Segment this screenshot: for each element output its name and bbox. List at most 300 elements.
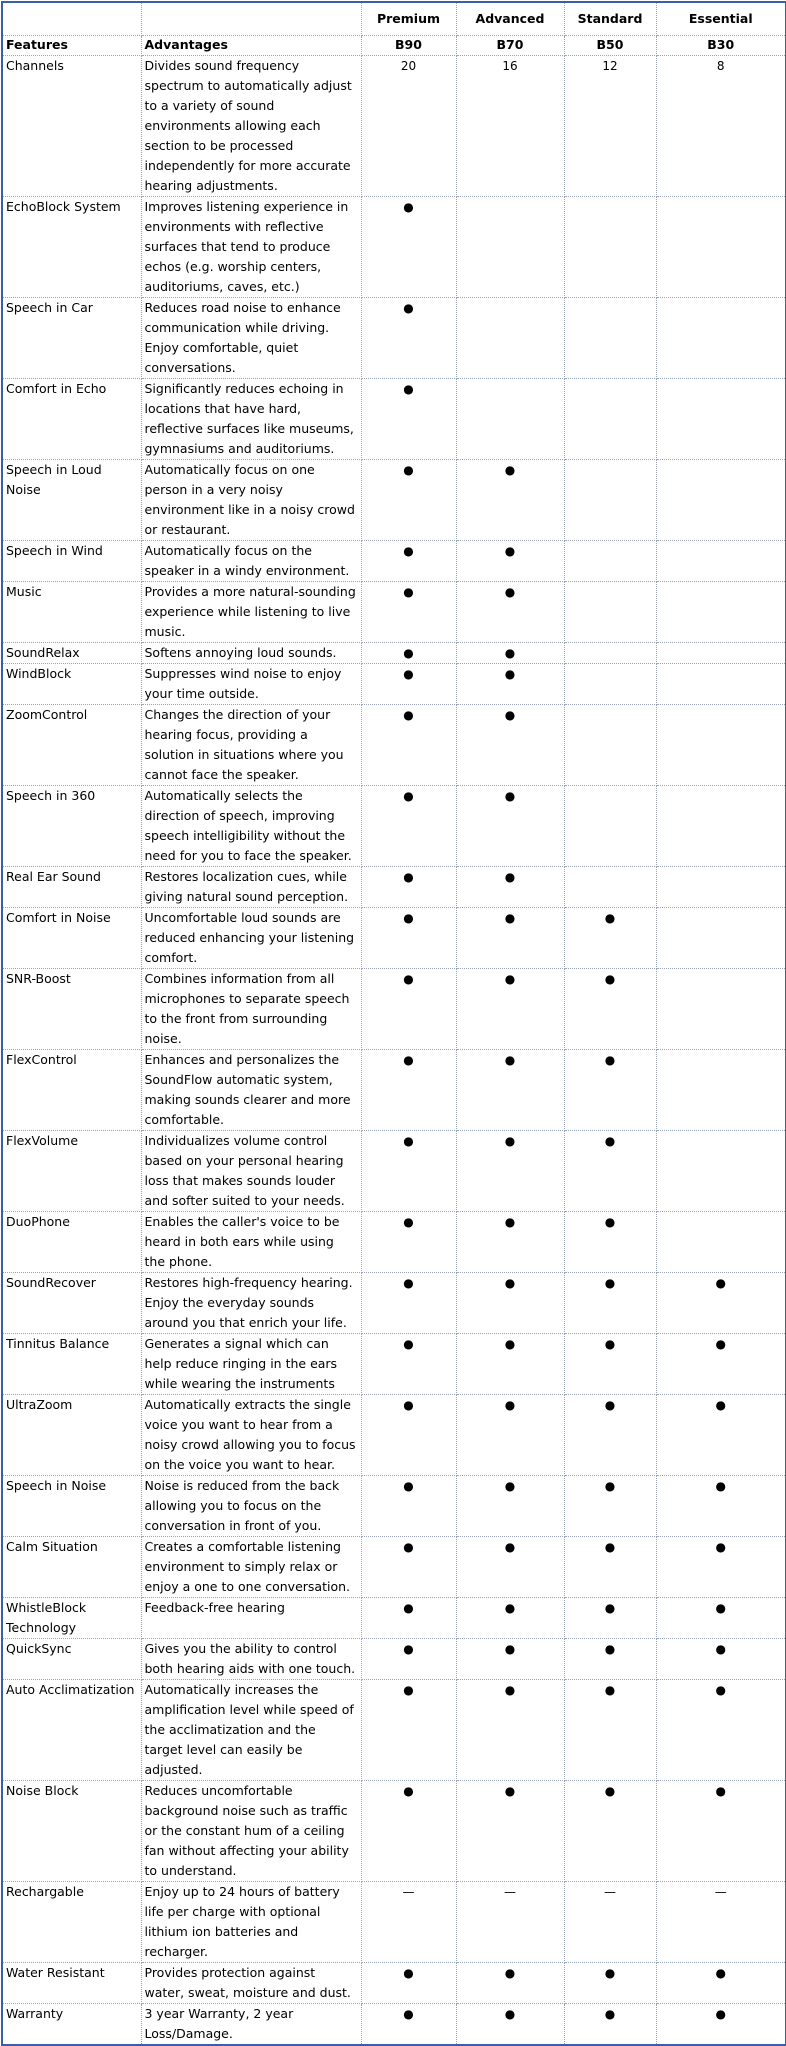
- table-row: [2, 643, 786, 664]
- included-dot-icon: ●: [403, 1683, 414, 1697]
- b50-cell: [564, 908, 656, 969]
- b50-cell: [564, 298, 656, 379]
- b50-cell: [564, 1639, 656, 1680]
- b50-cell: [564, 1050, 656, 1131]
- feature-advantage: 3 year Warranty, 2 year Loss/Damage.: [141, 2004, 361, 2046]
- advantages-header: Advantages: [141, 36, 361, 56]
- b50-cell: [564, 1273, 656, 1334]
- b30-cell: [656, 2004, 786, 2046]
- feature-name: Speech in Car: [2, 298, 141, 379]
- b90-cell: [361, 1273, 456, 1334]
- b30-cell: [656, 379, 786, 460]
- b50-cell: [564, 582, 656, 643]
- feature-name: Auto Acclimatization: [2, 1680, 141, 1781]
- feature-name: Tinnitus Balance: [2, 1334, 141, 1395]
- table-row: [2, 1680, 786, 1781]
- b90-cell: [361, 56, 456, 197]
- b70-cell: [456, 664, 564, 705]
- feature-advantage: Automatically increases the amplification level while speed of the acclimatization and the target level can easily be adjusted.: [141, 1680, 361, 1781]
- included-dot-icon: ●: [715, 1276, 726, 1290]
- feature-advantage: Uncomfortable loud sounds are reduced enhancing your listening comfort.: [141, 908, 361, 969]
- included-dot-icon: ●: [403, 301, 414, 315]
- included-dot-icon: ●: [604, 1540, 616, 1554]
- b50-cell: [564, 786, 656, 867]
- value-text: 20: [400, 59, 417, 73]
- value-text: 12: [602, 59, 618, 73]
- b30-cell: [656, 56, 786, 197]
- b90-cell: [361, 969, 456, 1050]
- b50-cell: [564, 867, 656, 908]
- b90-cell: [361, 1212, 456, 1273]
- included-dot-icon: ●: [403, 1215, 414, 1229]
- b70-cell: [456, 1212, 564, 1273]
- included-dot-icon: ●: [604, 1683, 616, 1697]
- b70-cell: [456, 1781, 564, 1882]
- included-dot-icon: ●: [403, 667, 414, 681]
- b50-cell: [564, 1395, 656, 1476]
- feature-name: DuoPhone: [2, 1212, 141, 1273]
- b30-cell: [656, 1131, 786, 1212]
- b90-cell: [361, 1537, 456, 1598]
- included-dot-icon: ●: [403, 789, 414, 803]
- b90-cell: [361, 1476, 456, 1537]
- feature-advantage: Enhances and personalizes the SoundFlow automatic system, making sounds clearer and more comfortable.: [141, 1050, 361, 1131]
- b70-cell: [456, 56, 564, 197]
- included-dot-icon: ●: [403, 1784, 414, 1798]
- feature-advantage: Automatically extracts the single voice you want to hear from a noisy crowd allowing you to focus on the voice you want to hear.: [141, 1395, 361, 1476]
- included-dot-icon: ●: [715, 1601, 726, 1615]
- b90-cell: [361, 786, 456, 867]
- feature-advantage: Suppresses wind noise to enjoy your time outside.: [141, 664, 361, 705]
- included-dot-icon: ●: [403, 1053, 414, 1067]
- feature-advantage: Restores localization cues, while giving natural sound perception.: [141, 867, 361, 908]
- feature-advantage: Enjoy up to 24 hours of battery life per charge with optional lithium ion batteries and recharger.: [141, 1882, 361, 1963]
- included-dot-icon: ●: [715, 1337, 726, 1351]
- b50-cell: [564, 1476, 656, 1537]
- b90-cell: [361, 1131, 456, 1212]
- feature-name: FlexControl: [2, 1050, 141, 1131]
- table-row: [2, 1334, 786, 1395]
- b70-cell: [456, 643, 564, 664]
- b30-cell: [656, 1598, 786, 1639]
- b70-cell: [456, 1598, 564, 1639]
- table-row: [2, 197, 786, 298]
- tier-standard: Standard: [564, 2, 656, 36]
- included-dot-icon: ●: [715, 1398, 726, 1412]
- b50-cell: [564, 1334, 656, 1395]
- feature-comparison-table: [1, 1, 786, 2046]
- b50-cell: [564, 643, 656, 664]
- feature-advantage: Improves listening experience in environments with reflective surfaces that tend to produce echos (e.g. worship centers, auditoriums, caves, etc.): [141, 197, 361, 298]
- b50-cell: [564, 460, 656, 541]
- table-row: [2, 705, 786, 786]
- included-dot-icon: ●: [715, 1683, 726, 1697]
- b70-cell: [456, 460, 564, 541]
- b70-cell: [456, 197, 564, 298]
- b50-cell: [564, 969, 656, 1050]
- feature-name: EchoBlock System: [2, 197, 141, 298]
- feature-advantage: Gives you the ability to control both hearing aids with one touch.: [141, 1639, 361, 1680]
- included-dot-icon: ●: [715, 1479, 726, 1493]
- feature-name: Music: [2, 582, 141, 643]
- included-dot-icon: ●: [504, 1053, 516, 1067]
- table-row: [2, 1639, 786, 1680]
- included-dot-icon: ●: [504, 544, 516, 558]
- value-text: 16: [502, 59, 518, 73]
- included-dot-icon: ●: [604, 1134, 616, 1148]
- b90-cell: [361, 2004, 456, 2046]
- b30-cell: [656, 664, 786, 705]
- feature-name: SoundRelax: [2, 643, 141, 664]
- included-dot-icon: ●: [403, 2007, 414, 2021]
- included-dot-icon: ●: [715, 2007, 726, 2021]
- feature-name: Comfort in Echo: [2, 379, 141, 460]
- b50-cell: [564, 2004, 656, 2046]
- b70-cell: [456, 867, 564, 908]
- feature-name: Speech in Wind: [2, 541, 141, 582]
- b70-cell: [456, 1963, 564, 2004]
- b70-cell: [456, 1334, 564, 1395]
- b70-cell: [456, 908, 564, 969]
- feature-name: Channels: [2, 56, 141, 197]
- included-dot-icon: ●: [504, 646, 516, 660]
- feature-name: WhistleBlock Technology: [2, 1598, 141, 1639]
- feature-name: ZoomControl: [2, 705, 141, 786]
- b30-cell: [656, 298, 786, 379]
- included-dot-icon: ●: [403, 1337, 414, 1351]
- empty-header-cell: [141, 2, 361, 36]
- b70-cell: [456, 582, 564, 643]
- feature-advantage: Enables the caller's voice to be heard in both ears while using the phone.: [141, 1212, 361, 1273]
- b30-cell: [656, 1334, 786, 1395]
- feature-advantage: Automatically focus on the speaker in a windy environment.: [141, 541, 361, 582]
- b30-cell: [656, 1537, 786, 1598]
- included-dot-icon: ●: [403, 708, 414, 722]
- included-dot-icon: ●: [403, 463, 414, 477]
- b70-cell: [456, 1537, 564, 1598]
- b90-cell: [361, 908, 456, 969]
- model-b70: B70: [456, 36, 564, 56]
- b30-cell: [656, 1639, 786, 1680]
- table-row: [2, 1537, 786, 1598]
- table-row: [2, 908, 786, 969]
- b90-cell: [361, 1882, 456, 1963]
- included-dot-icon: ●: [604, 1966, 616, 1980]
- feature-advantage: Noise is reduced from the back allowing you to focus on the conversation in front of you.: [141, 1476, 361, 1537]
- b90-cell: [361, 197, 456, 298]
- b50-cell: [564, 379, 656, 460]
- included-dot-icon: ●: [715, 1966, 726, 1980]
- b70-cell: [456, 786, 564, 867]
- feature-name: QuickSync: [2, 1639, 141, 1680]
- feature-name: Speech in Loud Noise: [2, 460, 141, 541]
- feature-name: SoundRecover: [2, 1273, 141, 1334]
- b90-cell: [361, 582, 456, 643]
- b70-cell: [456, 1131, 564, 1212]
- included-dot-icon: ●: [504, 667, 516, 681]
- b30-cell: [656, 1273, 786, 1334]
- included-dot-icon: ●: [504, 2007, 516, 2021]
- optional-dash-icon: —: [604, 1885, 616, 1899]
- feature-name: Speech in 360: [2, 786, 141, 867]
- included-dot-icon: ●: [504, 1601, 516, 1615]
- b90-cell: [361, 664, 456, 705]
- b90-cell: [361, 379, 456, 460]
- included-dot-icon: ●: [403, 646, 414, 660]
- b90-cell: [361, 1395, 456, 1476]
- feature-name: SNR-Boost: [2, 969, 141, 1050]
- feature-advantage: Provides a more natural-sounding experience while listening to live music.: [141, 582, 361, 643]
- features-header: Features: [2, 36, 141, 56]
- included-dot-icon: ●: [604, 972, 616, 986]
- b50-cell: [564, 1963, 656, 2004]
- included-dot-icon: ●: [403, 870, 414, 884]
- feature-name: WindBlock: [2, 664, 141, 705]
- b50-cell: [564, 1131, 656, 1212]
- included-dot-icon: ●: [504, 1337, 516, 1351]
- included-dot-icon: ●: [504, 972, 516, 986]
- included-dot-icon: ●: [403, 1601, 414, 1615]
- included-dot-icon: ●: [504, 1540, 516, 1554]
- table-row: [2, 1476, 786, 1537]
- b70-cell: [456, 379, 564, 460]
- b30-cell: [656, 1781, 786, 1882]
- b50-cell: [564, 1882, 656, 1963]
- included-dot-icon: ●: [504, 1683, 516, 1697]
- b30-cell: [656, 1476, 786, 1537]
- feature-name: Calm Situation: [2, 1537, 141, 1598]
- included-dot-icon: ●: [604, 1053, 616, 1067]
- feature-advantage: Provides protection against water, sweat, moisture and dust.: [141, 1963, 361, 2004]
- b30-cell: [656, 969, 786, 1050]
- b90-cell: [361, 1963, 456, 2004]
- b30-cell: [656, 786, 786, 867]
- feature-advantage: Softens annoying loud sounds.: [141, 643, 361, 664]
- included-dot-icon: ●: [504, 789, 516, 803]
- b30-cell: [656, 908, 786, 969]
- feature-advantage: Changes the direction of your hearing focus, providing a solution in situations where you cannot face the speaker.: [141, 705, 361, 786]
- feature-name: Water Resistant: [2, 1963, 141, 2004]
- included-dot-icon: ●: [403, 1276, 414, 1290]
- tier-header-row: [2, 2, 786, 36]
- feature-advantage: Divides sound frequency spectrum to automatically adjust to a variety of sound environments allowing each section to be processed independently for more accurate hearing adjustments.: [141, 56, 361, 197]
- table-row: [2, 969, 786, 1050]
- feature-advantage: Generates a signal which can help reduce ringing in the ears while wearing the instruments: [141, 1334, 361, 1395]
- table-row: [2, 1050, 786, 1131]
- table-row: [2, 582, 786, 643]
- b70-cell: [456, 541, 564, 582]
- b90-cell: [361, 1639, 456, 1680]
- b70-cell: [456, 2004, 564, 2046]
- table-row: [2, 1882, 786, 1963]
- feature-name: Real Ear Sound: [2, 867, 141, 908]
- included-dot-icon: ●: [715, 1540, 726, 1554]
- included-dot-icon: ●: [403, 911, 414, 925]
- table-row: [2, 56, 786, 197]
- feature-name: Speech in Noise: [2, 1476, 141, 1537]
- model-b50: B50: [564, 36, 656, 56]
- included-dot-icon: ●: [403, 1134, 414, 1148]
- included-dot-icon: ●: [504, 1784, 516, 1798]
- b30-cell: [656, 197, 786, 298]
- feature-name: Comfort in Noise: [2, 908, 141, 969]
- feature-advantage: Reduces road noise to enhance communication while driving. Enjoy comfortable, quiet conversations.: [141, 298, 361, 379]
- included-dot-icon: ●: [604, 1215, 616, 1229]
- feature-name: Rechargable: [2, 1882, 141, 1963]
- b30-cell: [656, 541, 786, 582]
- b90-cell: [361, 867, 456, 908]
- b50-cell: [564, 1680, 656, 1781]
- table-row: [2, 1598, 786, 1639]
- b90-cell: [361, 1680, 456, 1781]
- b70-cell: [456, 969, 564, 1050]
- included-dot-icon: ●: [403, 1966, 414, 1980]
- feature-advantage: Significantly reduces echoing in locations that have hard, reflective surfaces like museums, gymnasiums and auditoriums.: [141, 379, 361, 460]
- included-dot-icon: ●: [504, 1642, 516, 1656]
- included-dot-icon: ●: [403, 1540, 414, 1554]
- b90-cell: [361, 1050, 456, 1131]
- included-dot-icon: ●: [504, 585, 516, 599]
- feature-advantage: Creates a comfortable listening environment to simply relax or enjoy a one to one conversation.: [141, 1537, 361, 1598]
- b30-cell: [656, 460, 786, 541]
- included-dot-icon: ●: [504, 1966, 516, 1980]
- feature-name: FlexVolume: [2, 1131, 141, 1212]
- included-dot-icon: ●: [604, 911, 616, 925]
- optional-dash-icon: —: [402, 1885, 415, 1899]
- b70-cell: [456, 1273, 564, 1334]
- b90-cell: [361, 298, 456, 379]
- included-dot-icon: ●: [504, 1134, 516, 1148]
- included-dot-icon: ●: [604, 1337, 616, 1351]
- b50-cell: [564, 197, 656, 298]
- b90-cell: [361, 1334, 456, 1395]
- b30-cell: [656, 1680, 786, 1781]
- b70-cell: [456, 1639, 564, 1680]
- optional-dash-icon: —: [714, 1885, 727, 1899]
- included-dot-icon: ●: [504, 1479, 516, 1493]
- included-dot-icon: ●: [715, 1784, 726, 1798]
- feature-name: Noise Block: [2, 1781, 141, 1882]
- included-dot-icon: ●: [403, 585, 414, 599]
- table-row: [2, 1131, 786, 1212]
- feature-advantage: Combines information from all microphones to separate speech to the front from surrounding noise.: [141, 969, 361, 1050]
- b70-cell: [456, 1050, 564, 1131]
- b50-cell: [564, 1781, 656, 1882]
- included-dot-icon: ●: [604, 1398, 616, 1412]
- b30-cell: [656, 1050, 786, 1131]
- b90-cell: [361, 705, 456, 786]
- b50-cell: [564, 664, 656, 705]
- feature-advantage: Reduces uncomfortable background noise such as traffic or the constant hum of a ceiling fan without affecting your ability to understand.: [141, 1781, 361, 1882]
- table-row: [2, 1212, 786, 1273]
- b30-cell: [656, 1882, 786, 1963]
- b30-cell: [656, 1963, 786, 2004]
- tier-premium: Premium: [361, 2, 456, 36]
- optional-dash-icon: —: [504, 1885, 516, 1899]
- table-row: [2, 298, 786, 379]
- tier-essential: Essential: [656, 2, 786, 36]
- b70-cell: [456, 1680, 564, 1781]
- included-dot-icon: ●: [604, 1784, 616, 1798]
- included-dot-icon: ●: [403, 1398, 414, 1412]
- b30-cell: [656, 705, 786, 786]
- table-row: [2, 460, 786, 541]
- feature-advantage: Individualizes volume control based on your personal hearing loss that makes sounds louder and softer suited to your needs.: [141, 1131, 361, 1212]
- table-row: [2, 786, 786, 867]
- included-dot-icon: ●: [604, 1601, 616, 1615]
- table-row: [2, 1273, 786, 1334]
- included-dot-icon: ●: [403, 972, 414, 986]
- table-row: [2, 1963, 786, 2004]
- feature-name: UltraZoom: [2, 1395, 141, 1476]
- column-header-row: [2, 36, 786, 56]
- included-dot-icon: ●: [403, 544, 414, 558]
- feature-advantage: Restores high-frequency hearing. Enjoy the everyday sounds around you that enrich your life.: [141, 1273, 361, 1334]
- b30-cell: [656, 1395, 786, 1476]
- feature-advantage: Automatically focus on one person in a very noisy environment like in a noisy crowd or restaurant.: [141, 460, 361, 541]
- included-dot-icon: ●: [403, 1642, 414, 1656]
- included-dot-icon: ●: [604, 1276, 616, 1290]
- included-dot-icon: ●: [504, 708, 516, 722]
- included-dot-icon: ●: [504, 1398, 516, 1412]
- included-dot-icon: ●: [504, 1215, 516, 1229]
- b90-cell: [361, 643, 456, 664]
- included-dot-icon: ●: [403, 382, 414, 396]
- b90-cell: [361, 541, 456, 582]
- b70-cell: [456, 1882, 564, 1963]
- model-b90: B90: [361, 36, 456, 56]
- b30-cell: [656, 643, 786, 664]
- included-dot-icon: ●: [504, 463, 516, 477]
- table-row: [2, 1781, 786, 1882]
- included-dot-icon: ●: [604, 1479, 616, 1493]
- included-dot-icon: ●: [604, 2007, 616, 2021]
- b50-cell: [564, 1537, 656, 1598]
- included-dot-icon: ●: [504, 1276, 516, 1290]
- table-row: [2, 379, 786, 460]
- value-text: 8: [716, 59, 725, 73]
- included-dot-icon: ●: [604, 1642, 616, 1656]
- b50-cell: [564, 541, 656, 582]
- b90-cell: [361, 460, 456, 541]
- b70-cell: [456, 298, 564, 379]
- b30-cell: [656, 582, 786, 643]
- feature-advantage: Automatically selects the direction of speech, improving speech intelligibility without the need for you to face the speaker.: [141, 786, 361, 867]
- table-row: [2, 664, 786, 705]
- feature-advantage: Feedback-free hearing: [141, 1598, 361, 1639]
- included-dot-icon: ●: [504, 870, 516, 884]
- b30-cell: [656, 1212, 786, 1273]
- table-row: [2, 867, 786, 908]
- included-dot-icon: ●: [403, 200, 414, 214]
- b70-cell: [456, 705, 564, 786]
- empty-header-cell: [2, 2, 141, 36]
- b90-cell: [361, 1781, 456, 1882]
- b90-cell: [361, 1598, 456, 1639]
- table-row: [2, 1395, 786, 1476]
- b70-cell: [456, 1395, 564, 1476]
- b70-cell: [456, 1476, 564, 1537]
- included-dot-icon: ●: [504, 911, 516, 925]
- tier-advanced: Advanced: [456, 2, 564, 36]
- table-row: [2, 2004, 786, 2046]
- b50-cell: [564, 705, 656, 786]
- b50-cell: [564, 56, 656, 197]
- included-dot-icon: ●: [715, 1642, 726, 1656]
- model-b30: B30: [656, 36, 786, 56]
- b50-cell: [564, 1598, 656, 1639]
- b30-cell: [656, 867, 786, 908]
